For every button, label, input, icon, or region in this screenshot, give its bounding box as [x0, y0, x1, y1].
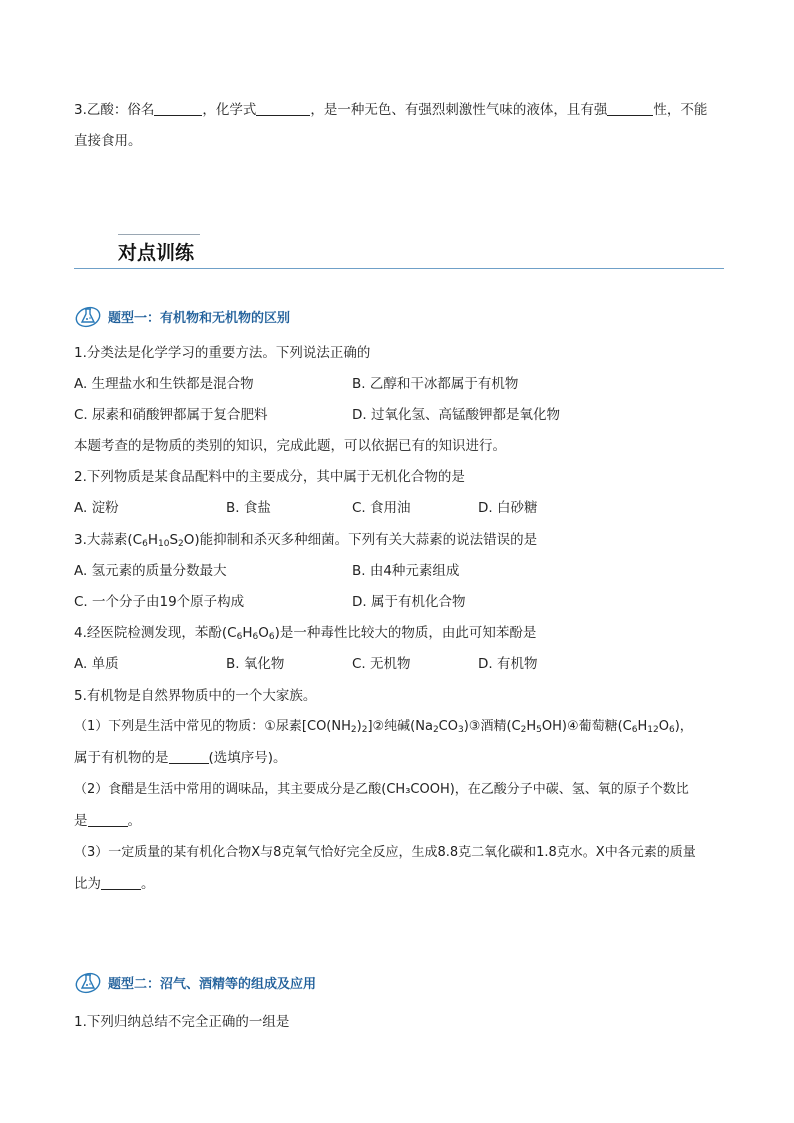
answer-blank[interactable]: [154, 101, 202, 116]
text: O: [258, 625, 269, 641]
answer-blank[interactable]: [101, 875, 141, 890]
answer-blank[interactable]: [256, 101, 310, 116]
subscript: 6: [631, 725, 638, 735]
acetic-acid-question: [74, 100, 707, 120]
option-d[interactable]: D. 过氧化氢、高锰酸钾都是氧化物: [352, 407, 560, 423]
subscript: 2: [350, 725, 357, 735]
subscript: 6: [268, 632, 275, 642]
option-a[interactable]: A. 淀粉: [74, 500, 119, 516]
answer-blank[interactable]: [88, 812, 128, 827]
text: 3.大蒜素(: [74, 532, 133, 548]
text: ]②纯碱(Na: [367, 719, 433, 734]
text: O: [183, 532, 195, 548]
subscript: 3: [457, 725, 464, 735]
text: 3.乙酸：俗名: [74, 102, 155, 118]
option-c[interactable]: C. 无机物: [352, 656, 411, 672]
sub-question-1-line2: [74, 748, 287, 768]
option-a[interactable]: A. 单质: [74, 656, 119, 672]
option-b[interactable]: B. 乙醇和干冰都属于有机物: [352, 376, 519, 392]
question-stem: [74, 623, 536, 647]
text: H: [637, 719, 648, 734]
question-type-2-header: [74, 969, 316, 995]
text: 比为: [74, 876, 101, 892]
text: C: [132, 532, 143, 548]
answer-blank[interactable]: [169, 749, 209, 764]
option-a[interactable]: A. 生理盐水和生铁都是混合物: [74, 376, 254, 392]
question-stem: 5.有机物是自然界物质中的一个大家族。: [74, 688, 317, 704]
text: ，化学式: [202, 102, 257, 118]
question-stem: 1.分类法是化学学习的重要方法。下列说法正确的: [74, 345, 371, 361]
sub-question-3-line2: [74, 874, 155, 894]
text: S: [169, 532, 179, 548]
text: ，是一种无色、有强烈刺激性气味的液体，且有强: [310, 102, 608, 118]
flask-icon: [74, 970, 102, 994]
subscript: 10: [157, 539, 170, 549]
text: H: [147, 532, 158, 548]
answer-blank[interactable]: [607, 101, 653, 116]
option-d[interactable]: D. 属于有机化合物: [352, 594, 466, 610]
text: C: [227, 625, 237, 641]
flask-icon: [74, 304, 102, 328]
subscript: 6: [142, 539, 148, 549]
question-type-1-header: [74, 303, 290, 329]
text: （1）下列是生活中常见的物质：①尿素[CO(NH: [74, 719, 351, 734]
text: ): [356, 719, 362, 734]
text: )能抑制和杀灭多种细菌。下列有关大蒜素的说法错误的是: [194, 532, 538, 548]
question-stem: [74, 530, 537, 554]
text: (选填序号)。: [208, 750, 287, 766]
question-note: 本题考查的是物质的类别的知识，完成此题，可以依据已有的知识进行。: [74, 438, 506, 454]
text: OH)④葡萄糖(C: [541, 719, 632, 734]
text: )，: [674, 719, 693, 734]
text: 。: [127, 813, 141, 829]
text: H: [526, 719, 537, 734]
question-stem: 2.下列物质是某食品配料中的主要成分，其中属于无机化合物的是: [74, 469, 465, 485]
text: H: [242, 625, 253, 641]
option-c[interactable]: C. 一个分子由19个原子构成: [74, 594, 245, 610]
option-b[interactable]: B. 氧化物: [226, 656, 285, 672]
option-b[interactable]: B. 由4种元素组成: [352, 563, 460, 579]
option-b[interactable]: B. 食盐: [226, 500, 271, 516]
subscript: 5: [536, 725, 542, 735]
text: O: [658, 719, 669, 734]
option-c[interactable]: C. 食用油: [352, 500, 411, 516]
subscript: 12: [647, 725, 659, 735]
text: 4.经医院检测发现，苯酚(: [74, 625, 228, 641]
question-stem: 1.下列归纳总结不完全正确的一组是: [74, 1014, 290, 1030]
option-a[interactable]: A. 氢元素的质量分数最大: [74, 563, 227, 579]
option-d[interactable]: D. 白砂糖: [478, 500, 538, 516]
sub-question-3: （3）一定质量的某有机化合物X与8克氧气恰好完全反应，生成8.8克二氧化碳和1.8克水。X中各元素的质量: [74, 845, 696, 860]
option-c[interactable]: C. 尿素和硝酸钾都属于复合肥料: [74, 407, 268, 423]
text: 属于有机物的是: [74, 750, 169, 766]
question-type-label: 题型二：沼气、酒精等的组成及应用: [108, 976, 317, 992]
text: 性，不能: [653, 102, 708, 118]
sub-question-1: [74, 717, 693, 740]
subscript: 2: [432, 725, 439, 735]
text: 。: [141, 876, 155, 892]
sub-question-2-line2: [74, 811, 141, 831]
subscript: 6: [236, 632, 243, 642]
question-type-label: 题型一：有机物和无机物的区别: [108, 310, 291, 326]
text: 是: [74, 813, 88, 829]
subscript: 2: [361, 725, 368, 735]
text: )是一种毒性比较大的物质，由此可知苯酚是: [274, 625, 537, 641]
section-divider: [74, 268, 724, 269]
subscript: 6: [252, 632, 259, 642]
section-top-line: [118, 234, 200, 235]
subscript: 2: [178, 539, 184, 549]
sub-question-2: （2）食醋是生活中常用的调味品，其主要成分是乙酸(CH₃COOH)，在乙酸分子中碳、氢、氧的原子个数比: [74, 782, 689, 797]
subscript: 6: [668, 725, 675, 735]
option-d[interactable]: D. 有机物: [478, 656, 538, 672]
text: CO: [438, 719, 458, 734]
acetic-acid-question-line2: 直接食用。: [74, 133, 142, 149]
section-title: 对点训练: [118, 242, 195, 264]
subscript: 2: [520, 725, 527, 735]
text: )③酒精(C: [463, 719, 521, 734]
